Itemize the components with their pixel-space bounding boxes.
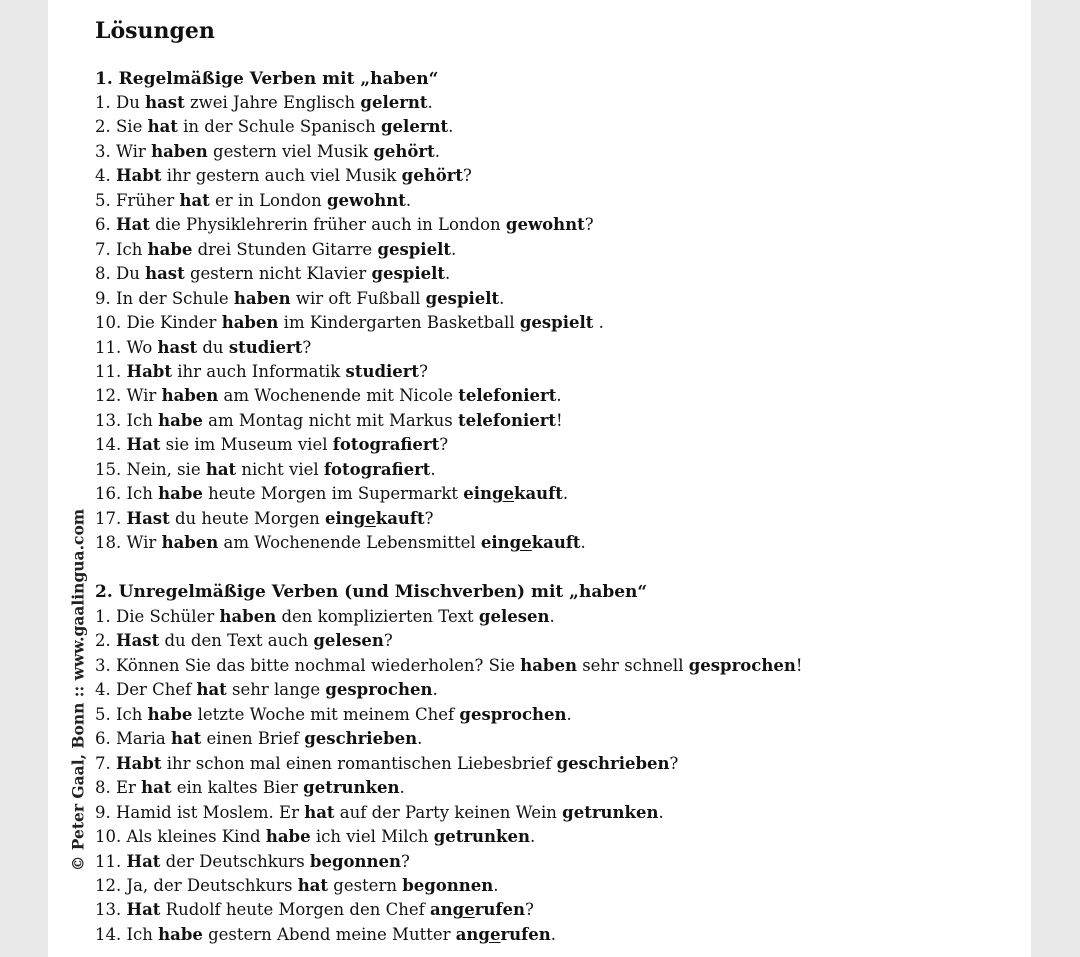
answer-line <box>95 533 586 553</box>
sentence-text: einen Brief <box>201 729 305 749</box>
sentence-text: am Wochenende mit Nicole <box>218 386 459 406</box>
sentence-text: . <box>550 924 557 944</box>
verb-form: Hat <box>126 435 161 455</box>
sentence-text: ? <box>419 361 428 381</box>
sentence-text: . <box>658 802 664 822</box>
sentence-text: 14. Ich <box>95 924 159 944</box>
verb-form: hast <box>145 93 185 112</box>
verb-form: an <box>455 924 479 944</box>
sentence-text: . <box>417 729 423 749</box>
sentence-text: 4. Der Chef <box>95 680 197 700</box>
answer-line <box>95 240 456 260</box>
sentence-text: ihr auch Informatik <box>171 361 346 381</box>
sentence-text: . <box>445 264 451 284</box>
answer-line <box>95 191 411 211</box>
answer-line <box>95 925 556 945</box>
sentence-text: ich viel Milch <box>310 827 434 847</box>
sentence-text: auf der Party keinen Wein <box>334 802 563 822</box>
sentence-text: . <box>432 680 438 700</box>
verb-form: Hat <box>126 851 161 871</box>
answer-line <box>95 435 448 455</box>
sentence-text: 16. Ich <box>95 484 159 504</box>
verb-form: gesprochen <box>325 680 433 700</box>
sentence-text: die Physiklehrerin früher auch in London <box>149 215 506 235</box>
answer-line <box>95 117 453 137</box>
verb-form: Hat <box>116 215 150 235</box>
sentence-text: ? <box>383 631 393 651</box>
verb-form: gelernt <box>381 117 449 137</box>
verb-form: ein <box>324 508 354 528</box>
answer-line <box>95 142 440 162</box>
sentence-text: 9. Hamid ist Moslem. Er <box>95 802 305 822</box>
sentence-text: am Montag nicht mit Markus <box>202 410 458 430</box>
sentence-text: den komplizierten Text <box>276 607 479 626</box>
sentence-text: . <box>399 778 405 798</box>
answer-line <box>95 93 433 113</box>
verb-form: ge <box>353 508 376 528</box>
verb-form: gelernt <box>360 93 428 112</box>
sentence-text: . <box>566 704 572 724</box>
copyright-side-text: © Peter Gaal, Bonn :: www.gaalingua.com <box>68 508 88 872</box>
sentence-text: gestern <box>328 875 403 895</box>
sentence-text: 13. <box>95 900 127 920</box>
sentence-text: 9. In der Schule <box>95 288 234 308</box>
sentence-text: . <box>405 190 412 210</box>
verb-form: gesprochen <box>459 704 567 724</box>
verb-form: telefoniert <box>458 386 557 406</box>
answer-line <box>95 827 535 847</box>
sentence-text: 14. <box>95 435 127 455</box>
sentence-text: ! <box>556 410 563 430</box>
verb-form: hast <box>145 264 185 284</box>
verb-form: ge <box>452 900 475 920</box>
verb-form: Habt <box>116 166 162 186</box>
sentence-text: 13. Ich <box>95 410 159 430</box>
answer-line <box>95 705 572 725</box>
sentence-text: ihr schon mal einen romantischen Liebesbrief <box>161 753 557 773</box>
verb-form: haben <box>221 313 279 333</box>
verb-form: rufen <box>474 900 525 920</box>
section-heading-1: 1. Regelmäßige Verben mit „haben“ <box>95 69 439 89</box>
sentence-text: du den Text auch <box>159 631 314 651</box>
verb-form: Hast <box>116 631 160 651</box>
sentence-text: . <box>593 313 604 333</box>
sentence-text: . <box>493 875 499 895</box>
verb-form: gespielt <box>425 288 500 308</box>
verb-form: hat <box>297 875 329 895</box>
verb-form: geschrieben <box>556 753 670 773</box>
verb-form: getrunken <box>562 802 659 822</box>
sentence-text: 4. <box>95 166 116 186</box>
verb-form: kauft <box>514 484 563 504</box>
verb-form: habe <box>265 827 311 847</box>
verb-form: telefoniert <box>457 410 557 430</box>
sentence-text: . <box>430 459 436 479</box>
verb-form: gespielt <box>519 313 594 333</box>
sentence-text: 11. <box>95 851 127 871</box>
verb-form: ge <box>478 924 501 944</box>
sentence-text: . <box>549 607 555 626</box>
page-title: Lösungen <box>95 18 215 44</box>
verb-form: gespielt <box>377 239 451 259</box>
sentence-text: 2. <box>95 631 116 651</box>
answer-line <box>95 264 450 284</box>
sentence-text: gestern Abend meine Mutter <box>202 924 456 944</box>
answer-line <box>95 362 428 382</box>
verb-form: habe <box>147 704 193 724</box>
verb-form: haben <box>161 533 219 553</box>
sentence-text: . <box>499 288 505 308</box>
verb-form: hast <box>157 337 198 357</box>
verb-form: haben <box>161 386 219 406</box>
answer-line <box>95 289 504 309</box>
verb-form: Habt <box>126 361 172 381</box>
answer-line <box>95 803 664 823</box>
sentence-text: ! <box>795 655 803 675</box>
verb-form: haben <box>219 607 277 626</box>
sentence-text: wir oft Fußball <box>290 288 426 308</box>
verb-form: rufen <box>500 924 551 944</box>
verb-form: ge <box>492 484 515 504</box>
answer-line <box>95 338 311 358</box>
answer-line <box>95 386 562 406</box>
sentence-text: heute Morgen im Supermarkt <box>202 484 464 504</box>
verb-form: hat <box>141 778 172 798</box>
answer-line <box>95 729 422 749</box>
verb-form: begonnen <box>402 875 494 895</box>
answer-line <box>95 876 499 896</box>
verb-form: hat <box>205 459 237 479</box>
sentence-text: sehr schnell <box>576 655 689 675</box>
sentence-text: er in London <box>209 190 327 210</box>
sentence-text: . <box>556 386 562 406</box>
answer-line <box>95 166 472 186</box>
answer-line <box>95 313 604 333</box>
sentence-text: 5. Ich <box>95 704 148 724</box>
sentence-text: in der Schule Spanisch <box>177 117 382 137</box>
sentence-text: 8. Er <box>95 778 142 798</box>
verb-form: Habt <box>116 753 162 773</box>
sentence-text: gestern viel Musik <box>207 141 374 161</box>
verb-form: gehört <box>401 166 464 186</box>
sentence-text: ? <box>302 337 312 357</box>
answer-line <box>95 754 678 774</box>
answer-line <box>95 509 433 529</box>
sentence-text: 6. <box>95 215 116 235</box>
verb-form: habe <box>158 484 203 504</box>
sentence-text: ? <box>439 435 449 455</box>
verb-form: ge <box>509 533 532 553</box>
sentence-text: 18. Wir <box>95 533 162 553</box>
verb-form: haben <box>233 288 291 308</box>
sentence-text: ? <box>463 166 472 186</box>
sentence-text: ? <box>584 215 594 235</box>
verb-form: hat <box>147 117 178 137</box>
sentence-text: . <box>450 239 457 259</box>
verb-form: geschrieben <box>304 729 418 749</box>
answer-line <box>95 607 555 627</box>
sentence-text: sie im Museum viel <box>160 435 333 455</box>
verb-form: haben <box>151 141 208 161</box>
verb-form: studiert <box>345 361 420 381</box>
sentence-text: sehr lange <box>226 680 326 700</box>
sentence-text: du <box>197 337 229 357</box>
sentence-text: . <box>529 827 536 847</box>
sentence-text: nicht viel <box>236 459 324 479</box>
sentence-text: ihr gestern auch viel Musik <box>161 166 402 186</box>
verb-form: ein <box>463 484 492 504</box>
verb-form: kauft <box>375 508 425 528</box>
sentence-text: 8. Du <box>95 264 146 284</box>
verb-form: haben <box>520 655 577 675</box>
sentence-text: du heute Morgen <box>169 508 325 528</box>
sentence-text: . <box>580 533 586 553</box>
sentence-text: ? <box>669 753 679 773</box>
answer-line <box>95 778 405 798</box>
sentence-text: 2. Sie <box>95 117 148 137</box>
sentence-text: im Kindergarten Basketball <box>278 313 520 333</box>
sentence-text: 12. Ja, der Deutschkurs <box>95 875 298 895</box>
sentence-text: 15. Nein, sie <box>95 459 206 479</box>
answer-line <box>95 900 534 920</box>
section-heading-2: 2. Unregelmäßige Verben (und Mischverben) mit „haben“ <box>95 582 648 602</box>
verb-form: gehört <box>373 141 435 161</box>
sentence-text: der Deutschkurs <box>160 851 310 871</box>
verb-form: Hat <box>126 900 161 920</box>
answer-line <box>95 852 410 872</box>
answer-line <box>95 680 438 700</box>
sentence-text: 6. Maria <box>95 729 171 749</box>
sentence-text: 12. Wir <box>95 386 162 406</box>
verb-form: habe <box>147 239 193 259</box>
sentence-text: . <box>434 141 440 161</box>
answer-line <box>95 631 393 651</box>
answer-line <box>95 215 594 235</box>
sentence-text: 1. Du <box>95 93 146 112</box>
sentence-text: 10. Als kleines Kind <box>95 827 266 847</box>
sentence-text: letzte Woche mit meinem Chef <box>192 704 460 724</box>
sentence-text: . <box>427 93 433 112</box>
verb-form: fotografiert <box>323 459 431 479</box>
answer-line <box>95 484 568 504</box>
verb-form: Hast <box>126 508 170 528</box>
verb-form: fotografiert <box>332 435 440 455</box>
verb-form: gewohnt <box>505 215 585 235</box>
sentence-text: drei Stunden Gitarre <box>192 239 378 259</box>
verb-form: begonnen <box>309 851 401 871</box>
sentence-text: Rudolf heute Morgen den Chef <box>160 900 430 920</box>
verb-form: hat <box>196 680 227 700</box>
verb-form: gespielt <box>371 264 446 284</box>
verb-form: kauft <box>531 533 581 553</box>
sentence-text: 11. <box>95 361 127 381</box>
answer-line <box>95 411 563 431</box>
sentence-text: zwei Jahre Englisch <box>184 93 361 112</box>
verb-form: habe <box>158 924 203 944</box>
verb-form: hat <box>179 190 210 210</box>
sentence-text: 7. Ich <box>95 239 148 259</box>
sentence-text: ? <box>401 851 410 871</box>
verb-form: hat <box>170 729 202 749</box>
verb-form: ein <box>480 533 510 553</box>
verb-form: gewohnt <box>326 190 406 210</box>
sentence-text: ? <box>424 508 434 528</box>
answer-line <box>95 656 802 676</box>
sentence-text: 10. Die Kinder <box>95 313 222 333</box>
sentence-text: 11. Wo <box>95 337 158 357</box>
verb-form: hat <box>304 802 335 822</box>
sentence-text: 17. <box>95 508 127 528</box>
sentence-text: 1. Die Schüler <box>95 607 220 626</box>
verb-form: getrunken <box>433 827 530 847</box>
sentence-text: am Wochenende Lebensmittel <box>218 533 481 553</box>
verb-form: gelesen <box>478 607 550 626</box>
sentence-text: . <box>562 484 569 504</box>
verb-form: an <box>429 900 453 920</box>
sentence-text: 3. Können Sie das bitte nochmal wiederholen? Sie <box>95 655 521 675</box>
sentence-text: 5. Früher <box>95 190 180 210</box>
sentence-text: ? <box>525 900 534 920</box>
verb-form: gesprochen <box>688 655 796 675</box>
verb-form: gelesen <box>313 631 384 651</box>
verb-form: habe <box>158 410 203 430</box>
sentence-text: 7. <box>95 753 116 773</box>
answer-line <box>95 460 436 480</box>
sentence-text: ein kaltes Bier <box>171 778 304 798</box>
sentence-text: 3. Wir <box>95 141 152 161</box>
verb-form: getrunken <box>303 778 400 798</box>
sentence-text: gestern nicht Klavier <box>184 264 372 284</box>
verb-form: studiert <box>228 337 303 357</box>
sentence-text: . <box>448 117 454 137</box>
